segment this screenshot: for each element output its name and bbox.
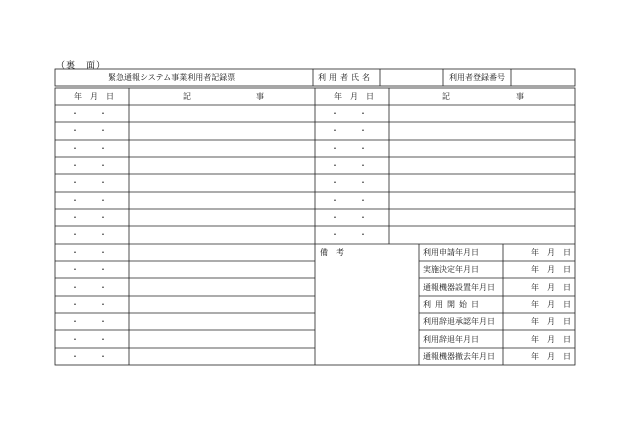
user-name-label: 利用者氏名 <box>318 73 373 82</box>
date-value-withdraw-approval[interactable]: 年 月 日 <box>531 317 571 326</box>
date-column-header-2: 年 月 日 <box>334 92 374 101</box>
date-label-start: 利用開始日 <box>423 300 483 309</box>
row-date-cell-right[interactable]: ・ ・ <box>331 196 373 205</box>
remarks-label: 備 考 <box>320 248 344 257</box>
date-value-decision[interactable]: 年 月 日 <box>531 265 571 274</box>
form-title: 緊急通報システム事業利用者記録票 <box>108 73 236 82</box>
date-value-application[interactable]: 年 月 日 <box>531 248 571 257</box>
row-date-cell[interactable]: ・ ・ <box>71 144 113 153</box>
row-date-cell[interactable]: ・ ・ <box>71 109 113 118</box>
date-value-withdraw[interactable]: 年 月 日 <box>531 335 571 344</box>
row-date-cell-right[interactable]: ・ ・ <box>331 230 373 239</box>
row-date-cell-right[interactable]: ・ ・ <box>331 161 373 170</box>
date-label-install: 通報機器設置年月日 <box>423 283 495 292</box>
row-date-cell-right[interactable]: ・ ・ <box>331 109 373 118</box>
date-label-decision: 実施決定年月日 <box>423 265 479 274</box>
row-date-cell[interactable]: ・ ・ <box>71 265 113 274</box>
date-label-application: 利用申請年月日 <box>423 248 479 257</box>
row-date-cell[interactable]: ・ ・ <box>71 178 113 187</box>
row-date-cell-right[interactable]: ・ ・ <box>331 178 373 187</box>
row-date-cell-right[interactable]: ・ ・ <box>331 144 373 153</box>
date-label-withdraw-approval: 利用辞退承認年月日 <box>423 317 495 326</box>
row-date-cell-right[interactable]: ・ ・ <box>331 126 373 135</box>
row-date-cell[interactable]: ・ ・ <box>71 213 113 222</box>
row-date-cell[interactable]: ・ ・ <box>71 283 113 292</box>
date-value-start[interactable]: 年 月 日 <box>531 300 571 309</box>
date-value-install[interactable]: 年 月 日 <box>531 283 571 292</box>
row-date-cell[interactable]: ・ ・ <box>71 300 113 309</box>
record-column-header-right: 事 <box>256 92 264 101</box>
date-label-removal: 通報機器撤去年月日 <box>423 352 495 361</box>
date-column-header: 年 月 日 <box>74 92 114 101</box>
page-side-caption: （裏 面） <box>56 61 107 71</box>
date-label-withdraw: 利用辞退年月日 <box>423 335 479 344</box>
row-date-cell[interactable]: ・ ・ <box>71 335 113 344</box>
record-column-header-2-right: 事 <box>516 92 524 101</box>
row-date-cell[interactable]: ・ ・ <box>71 248 113 257</box>
row-date-cell[interactable]: ・ ・ <box>71 196 113 205</box>
user-registration-label: 利用者登録番号 <box>449 73 505 82</box>
row-date-cell-right[interactable]: ・ ・ <box>331 213 373 222</box>
row-date-cell[interactable]: ・ ・ <box>71 230 113 239</box>
row-date-cell[interactable]: ・ ・ <box>71 317 113 326</box>
record-column-header-2-left: 記 <box>442 92 450 101</box>
record-column-header-left: 記 <box>183 92 191 101</box>
row-date-cell[interactable]: ・ ・ <box>71 161 113 170</box>
row-date-cell[interactable]: ・ ・ <box>71 126 113 135</box>
date-value-removal[interactable]: 年 月 日 <box>531 352 571 361</box>
row-date-cell[interactable]: ・ ・ <box>71 352 113 361</box>
